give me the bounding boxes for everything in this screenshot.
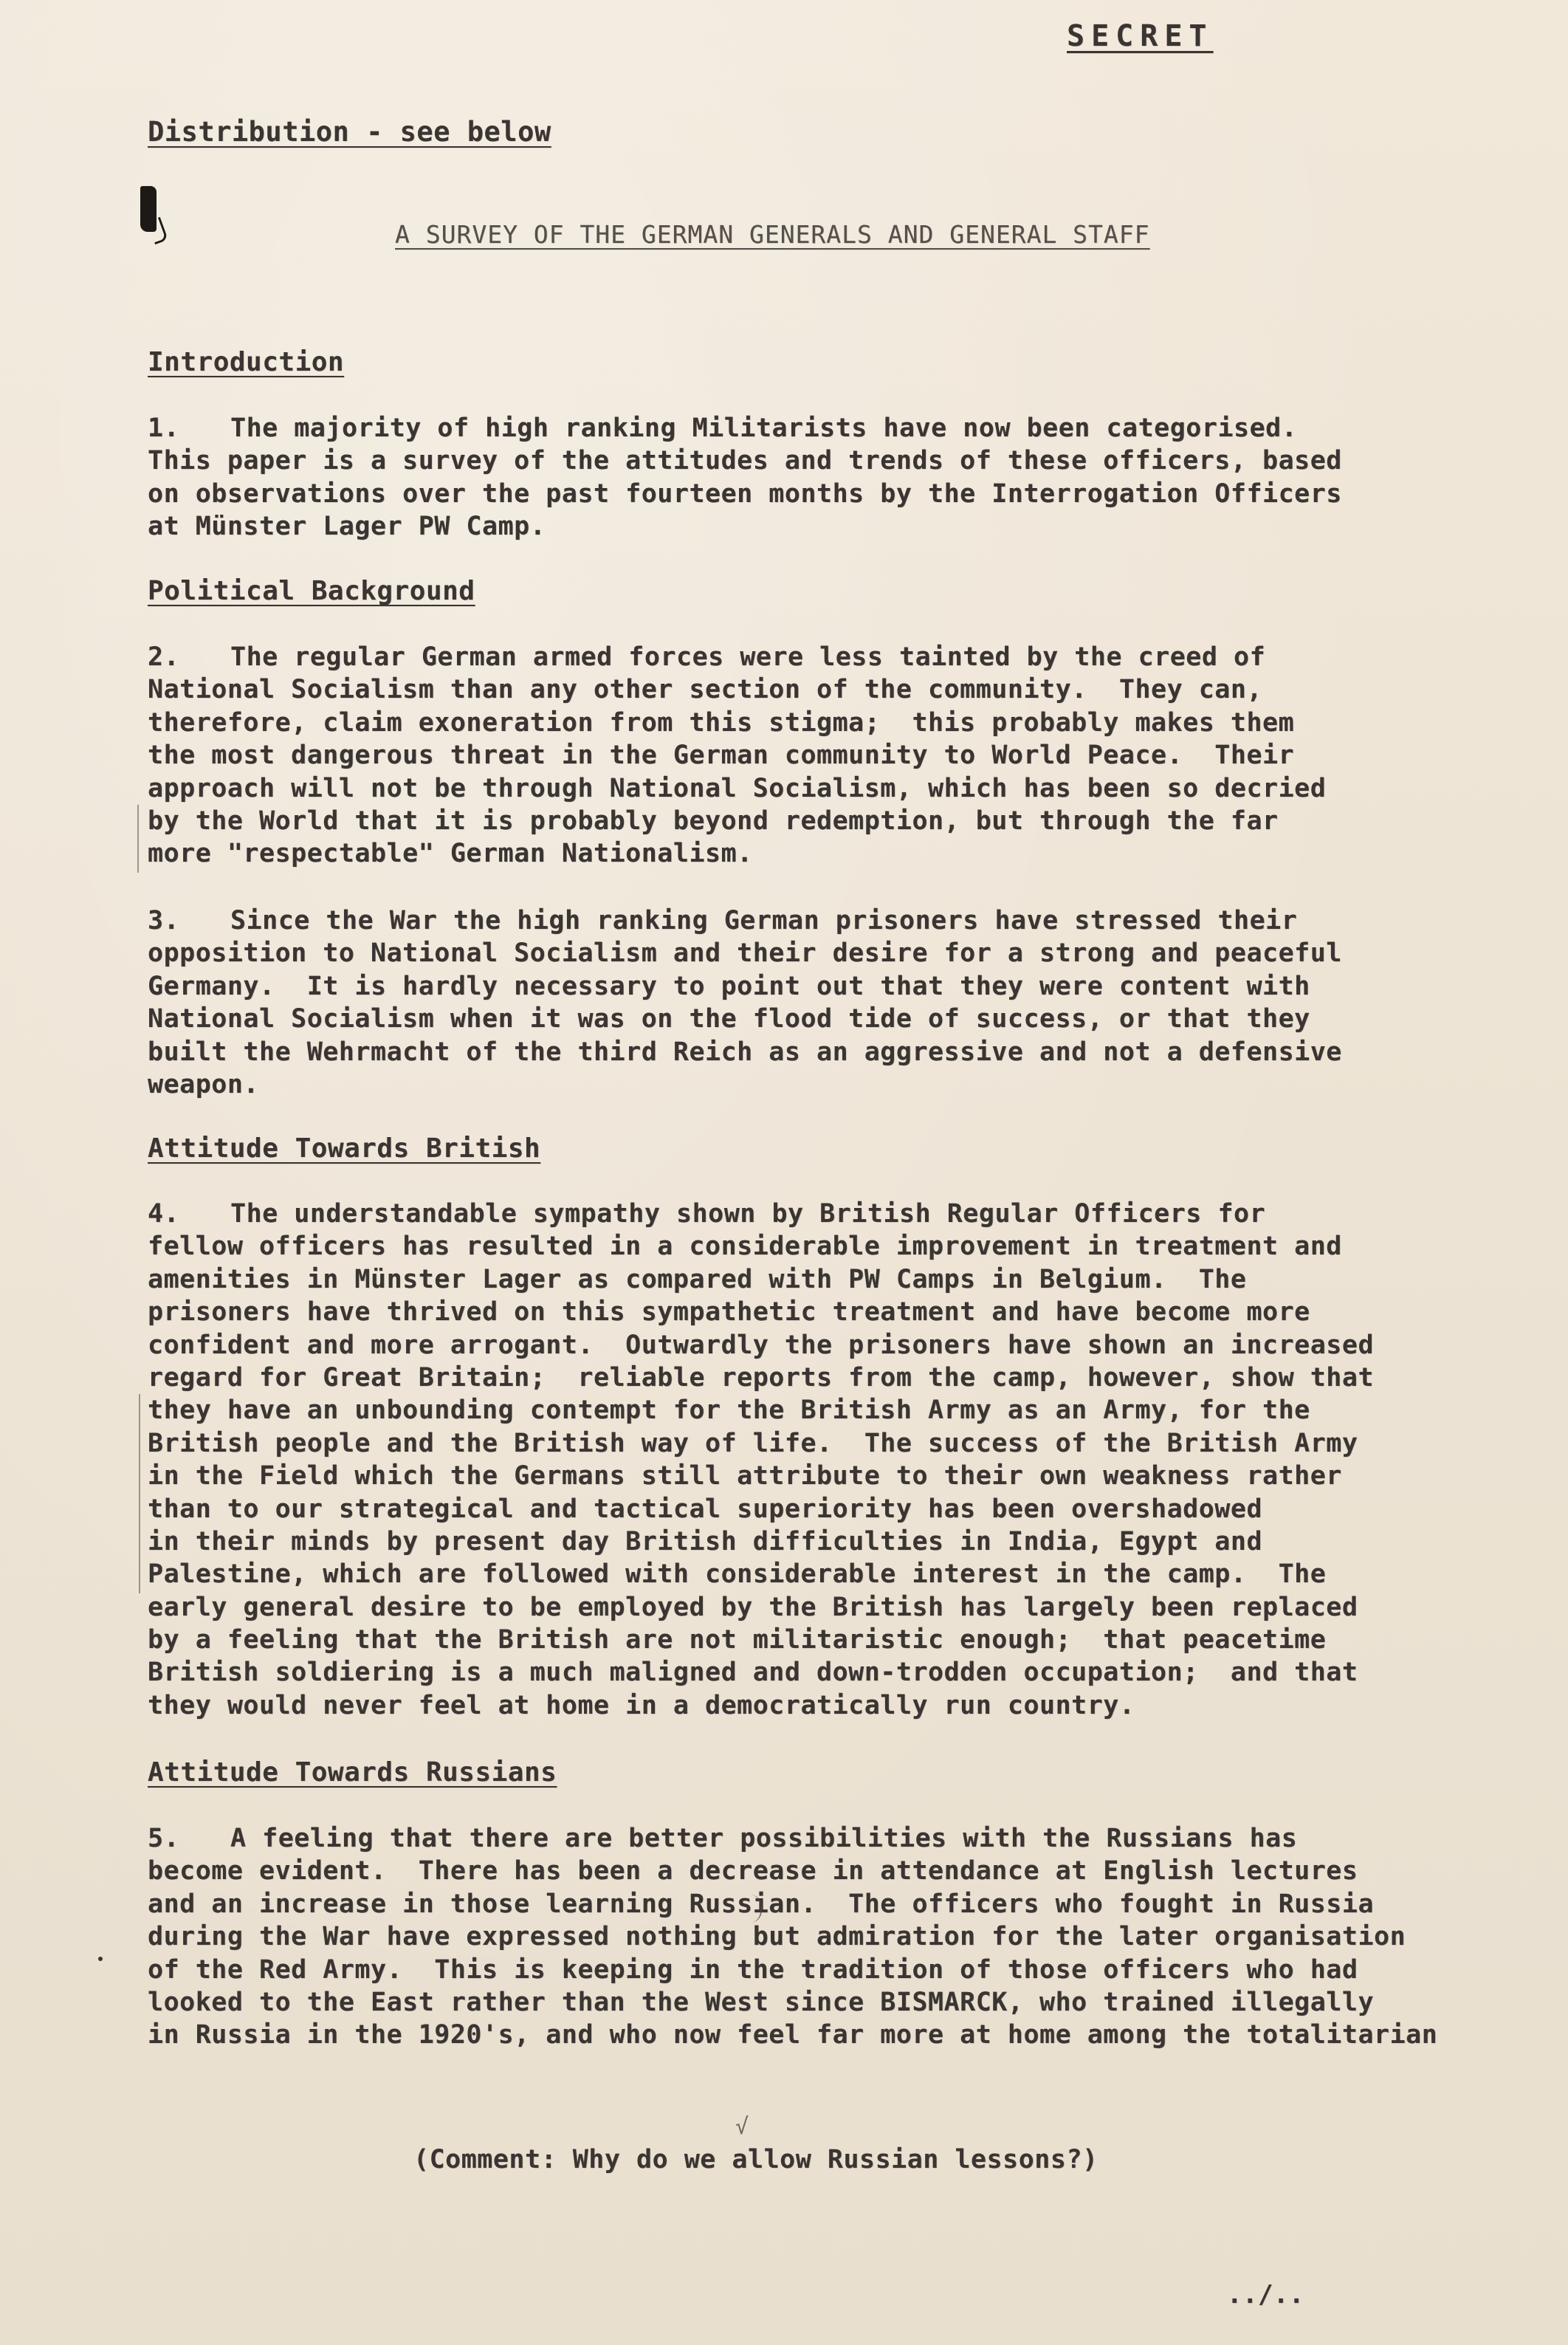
paragraph-line: National Socialism than any other section of the community. They can,	[148, 675, 1263, 705]
paragraph-line: opposition to National Socialism and their desire for a strong and peaceful	[148, 938, 1342, 969]
paragraph-5	[148, 1822, 1462, 2052]
paragraph-line: on observations over the past fourteen months by the Interrogation Officers	[148, 478, 1342, 509]
paragraph-line: 3. Since the War the high ranking German prisoners have stressed their	[148, 904, 1462, 937]
paragraph-line: built the Wehrmacht of the third Reich as an aggressive and not a defensive	[148, 1037, 1342, 1067]
paragraph-line: more "respectable" German Nationalism.	[148, 839, 753, 869]
section-heading-attitude-british: Attitude Towards British	[148, 1133, 541, 1164]
paragraph-number: 2.	[148, 642, 180, 672]
paragraph-line: at Münster Lager PW Camp.	[148, 512, 546, 542]
paragraph-line: in Russia in the 1920's, and who now feel far more at home among the totalitarian	[148, 2020, 1438, 2050]
classification-marking: SECRET	[1067, 19, 1214, 53]
paragraph-line: in the Field which the Germans still attribute to their own weakness rather	[148, 1461, 1342, 1491]
paragraph-line: looked to the East rather than the West since BISMARCK, who trained illegally	[148, 1987, 1375, 2017]
paragraph-line: National Socialism when it was on the flood tide of success, or that they	[148, 1004, 1310, 1034]
section-heading-introduction: Introduction	[148, 347, 345, 377]
margin-line	[139, 1394, 140, 1593]
paragraph-line: become evident. There has been a decrease in attendance at English lectures	[148, 1856, 1358, 1886]
paragraph-line: and an increase in those learning Russian. The officers who fought in Russia	[148, 1889, 1375, 1919]
paragraph-line: 5. A feeling that there are better possibilities with the Russians has	[148, 1822, 1462, 1855]
paragraph-number: 3.	[148, 906, 180, 935]
paragraph-line: amenities in Münster Lager as compared with PW Camps in Belgium. The	[148, 1264, 1247, 1294]
paragraph-line: by a feeling that the British are not militaristic enough; that peacetime	[148, 1625, 1327, 1655]
section-heading-attitude-russians: Attitude Towards Russians	[148, 1757, 557, 1788]
paragraph-line: than to our strategical and tactical superiority has been overshadowed	[148, 1494, 1263, 1524]
paragraph-line: of the Red Army. This is keeping in the tradition of those officers who had	[148, 1954, 1358, 1985]
paragraph-line: confident and more arrogant. Outwardly the prisoners have shown an increased	[148, 1330, 1375, 1360]
paragraph-line: they would never feel at home in a democratically run country.	[148, 1690, 1135, 1720]
section-heading-political-background: Political Background	[148, 576, 475, 606]
paragraph-line: the most dangerous threat in the German community to World Peace. Their	[148, 741, 1295, 771]
paragraph-line: weapon.	[148, 1069, 260, 1099]
paragraph-number: 5.	[148, 1824, 180, 1853]
document-title: A SURVEY OF THE GERMAN GENERALS AND GENERAL STAFF	[395, 220, 1150, 249]
paragraph-line: early general desire to be employed by the British has largely been replaced	[148, 1592, 1358, 1622]
paragraph-line: fellow officers has resulted in a considerable improvement in treatment and	[148, 1232, 1342, 1262]
paragraph-line: 2. The regular German armed forces were less tainted by the creed of	[148, 641, 1462, 673]
paragraph-line: Germany. It is hardly necessary to point out that they were content with	[148, 971, 1310, 1001]
paragraph-line: by the World that it is probably beyond redemption, but through the far	[148, 806, 1279, 836]
paragraph-line: British soldiering is a much maligned and down-trodden occupation; and that	[148, 1658, 1358, 1688]
paragraph-line: approach will not be through National Socialism, which has been so decried	[148, 773, 1327, 803]
handwritten-tick: √	[735, 2114, 749, 2140]
paragraph-line: 4. The understandable sympathy shown by British Regular Officers for	[148, 1198, 1462, 1230]
paragraph-line: British people and the British way of life. The success of the British Army	[148, 1428, 1358, 1458]
paragraph-line: they have an unbounding contempt for the British Army as an Army, for the	[148, 1395, 1310, 1426]
paragraph-3	[148, 904, 1462, 1101]
paragraph-line: regard for Great Britain; reliable reports from the camp, however, show that	[148, 1362, 1375, 1393]
paragraph-line: Palestine, which are followed with considerable interest in the camp. The	[148, 1559, 1327, 1590]
paragraph-line: during the War have expressed nothing but admiration for the later organisation	[148, 1922, 1406, 1952]
paragraph-number: 4.	[148, 1199, 180, 1229]
paragraph-4	[148, 1198, 1462, 1722]
paragraph-line: in their minds by present day British difficulties in India, Egypt and	[148, 1526, 1263, 1556]
paragraph-line: prisoners have thrived on this sympathetic treatment and have become more	[148, 1297, 1310, 1328]
paragraph-number: 1.	[148, 413, 180, 443]
paragraph-line: This paper is a survey of the attitudes and trends of these officers, based	[148, 446, 1342, 476]
comment-note: (Comment: Why do we allow Russian lessons?)	[413, 2145, 1098, 2174]
ink-mark	[140, 186, 157, 232]
stray-mark	[98, 1957, 103, 1961]
paragraph-2	[148, 641, 1462, 871]
paragraph-line: therefore, claim exoneration from this stigma; this probably makes them	[148, 707, 1295, 738]
paragraph-line: 1. The majority of high ranking Militarists have now been categorised.	[148, 412, 1462, 444]
distribution-line: Distribution - see below	[148, 116, 551, 148]
margin-line	[137, 805, 139, 873]
paragraph-1	[148, 412, 1462, 543]
continuation-marker: ../..	[1227, 2280, 1304, 2310]
